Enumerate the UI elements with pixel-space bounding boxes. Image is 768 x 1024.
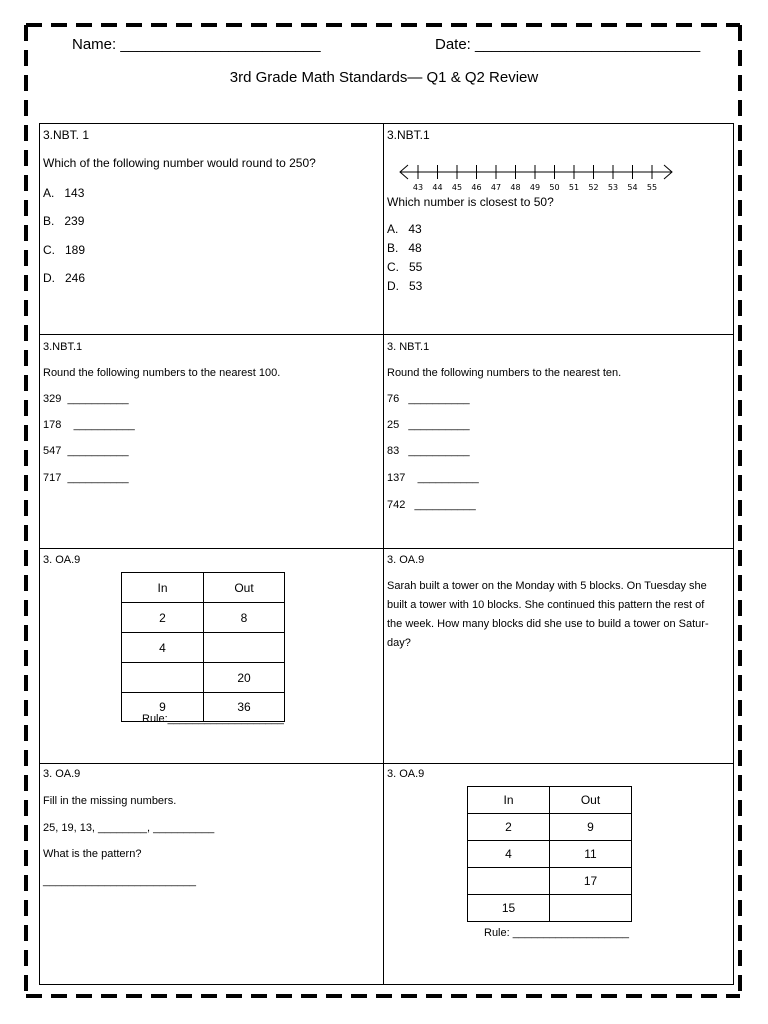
- word-problem-line-2: built a tower with 10 blocks. She continued this pattern the rest of: [387, 599, 705, 611]
- table-cell[interactable]: 8: [204, 603, 285, 633]
- standard-label: 3.NBT.1: [387, 128, 430, 142]
- word-problem-line-3: the week. How many blocks did she use to build a tower on Satur-: [387, 618, 709, 630]
- option-c[interactable]: C. 189: [43, 243, 86, 257]
- round-item-4[interactable]: 717 __________: [43, 472, 129, 484]
- table-cell[interactable]: 4: [468, 841, 550, 868]
- table-cell[interactable]: [122, 663, 204, 693]
- table-cell[interactable]: 9: [122, 693, 204, 722]
- standard-label: 3. OA.9: [43, 554, 81, 566]
- table-cell[interactable]: 15: [468, 895, 550, 922]
- number-line-label: 44: [432, 183, 443, 192]
- option-b[interactable]: B. 48: [387, 241, 422, 255]
- number-line-label: 50: [549, 183, 560, 192]
- grid-divider-row-1: [39, 334, 734, 335]
- round-item-3[interactable]: 83 __________: [387, 445, 470, 457]
- table-cell[interactable]: [468, 868, 550, 895]
- in-out-table: [121, 572, 285, 722]
- standard-label: 3.NBT. 1: [43, 128, 90, 142]
- table-cell[interactable]: [204, 633, 285, 663]
- number-line: [396, 160, 678, 194]
- number-line-label: 49: [529, 183, 541, 192]
- number-line-label: 47: [490, 183, 502, 192]
- table-cell[interactable]: 4: [122, 633, 204, 663]
- option-a[interactable]: A. 143: [43, 186, 85, 200]
- round-item-2[interactable]: 25 __________: [387, 419, 470, 431]
- instruction-text: Fill in the missing numbers.: [43, 795, 177, 807]
- option-d[interactable]: D. 246: [43, 271, 86, 285]
- grid-divider-row-3: [39, 763, 734, 764]
- standard-label: 3.NBT.1: [43, 341, 83, 353]
- option-c[interactable]: C. 55: [387, 260, 423, 274]
- option-a[interactable]: A. 43: [387, 222, 422, 236]
- word-problem-line-1: Sarah built a tower on the Monday with 5 blocks. On Tuesday she: [387, 580, 707, 592]
- question-text: What is the pattern?: [43, 848, 142, 860]
- standard-label: 3. OA.9: [43, 768, 81, 780]
- number-line-label: 54: [627, 183, 638, 192]
- name-field[interactable]: Name: ________________________: [72, 36, 321, 53]
- grid-divider-row-2: [39, 548, 734, 549]
- instruction-text: Round the following numbers to the nearest 100.: [43, 367, 281, 379]
- question-text: Which of the following number would round to 250?: [43, 156, 316, 170]
- instruction-text: Round the following numbers to the nearest ten.: [387, 367, 622, 379]
- round-item-2[interactable]: 178 __________: [43, 419, 135, 431]
- number-line-label: 45: [451, 183, 463, 192]
- round-item-5[interactable]: 742 __________: [387, 499, 476, 511]
- round-item-3[interactable]: 547 __________: [43, 445, 129, 457]
- number-line-label: 52: [588, 183, 599, 192]
- table-header-in: In: [468, 787, 550, 814]
- table-cell[interactable]: 9: [550, 814, 632, 841]
- page-title: 3rd Grade Math Standards— Q1 & Q2 Review: [229, 69, 539, 86]
- table-header-in: In: [122, 573, 204, 603]
- number-sequence[interactable]: 25, 19, 13, ________, __________: [43, 822, 215, 834]
- number-line-label: 53: [607, 183, 619, 192]
- word-problem-line-4: day?: [387, 637, 411, 649]
- round-item-4[interactable]: 137 __________: [387, 472, 479, 484]
- round-item-1[interactable]: 329 __________: [43, 393, 129, 405]
- table-cell[interactable]: 2: [468, 814, 550, 841]
- number-line-label: 46: [471, 183, 482, 192]
- round-item-1[interactable]: 76 __________: [387, 393, 470, 405]
- table-cell[interactable]: [550, 895, 632, 922]
- table-cell[interactable]: 17: [550, 868, 632, 895]
- table-header-out: Out: [550, 787, 632, 814]
- grid-divider-vertical: [383, 123, 384, 985]
- standard-label: 3. NBT.1: [387, 341, 430, 353]
- table-cell[interactable]: 2: [122, 603, 204, 633]
- number-line-label: 55: [646, 183, 658, 192]
- table-cell[interactable]: 36: [204, 693, 285, 722]
- date-field[interactable]: Date: ___________________________: [435, 36, 701, 53]
- option-d[interactable]: D. 53: [387, 279, 423, 293]
- standard-label: 3. OA.9: [387, 768, 425, 780]
- table-cell[interactable]: 20: [204, 663, 285, 693]
- number-line-label: 51: [568, 183, 580, 192]
- number-line-label: 43: [412, 183, 424, 192]
- table-cell[interactable]: 11: [550, 841, 632, 868]
- question-text: Which number is closest to 50?: [387, 195, 554, 209]
- number-line-label: 48: [510, 183, 521, 192]
- table-header-out: Out: [204, 573, 285, 603]
- answer-line[interactable]: _________________________: [43, 875, 196, 887]
- standard-label: 3. OA.9: [387, 554, 425, 566]
- rule-field[interactable]: Rule:___________________: [142, 713, 284, 725]
- option-b[interactable]: B. 239: [43, 214, 85, 228]
- rule-field[interactable]: Rule: ___________________: [484, 927, 629, 939]
- in-out-table: [467, 786, 632, 922]
